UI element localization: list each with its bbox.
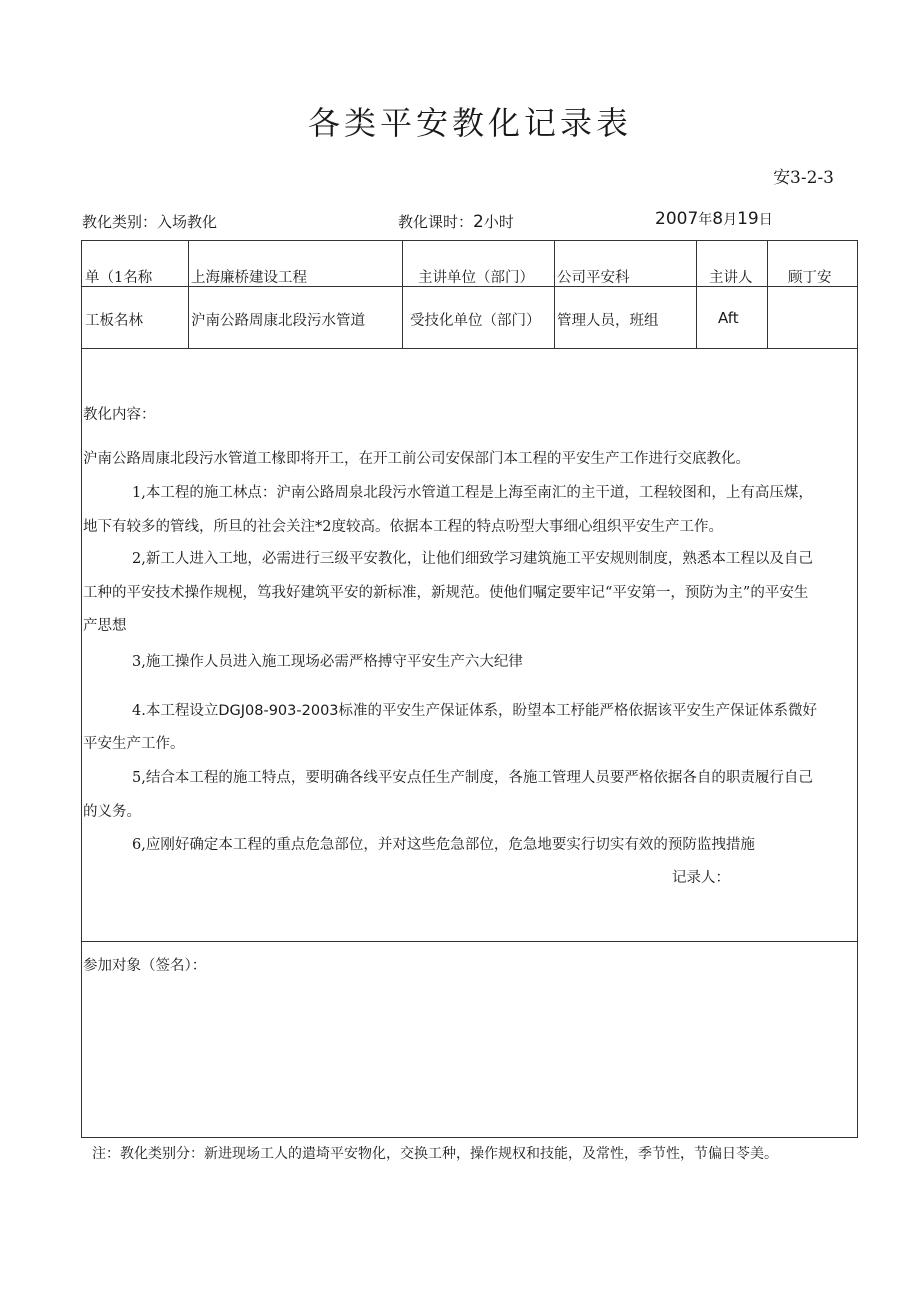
unit-name-label: 单（1名称 [85, 270, 153, 286]
table-col-divider [696, 240, 697, 348]
hours-unit: 小时 [483, 213, 514, 231]
standard-code: DGJ08-903-2003 [218, 703, 339, 719]
item-2-line-1: 2,新工人进入工地，必需进行三级平安教化，让他们细致学习建筑施工平安规则制度，熟悉本工程以及自己 [132, 551, 813, 567]
project-name-value: 沪南公路周康北段污水管道 [191, 313, 365, 329]
item-6: 6,应刚好确定本工程的重点危急部位，并对这些危急部位，危急地要实行切实有效的预防监拽措施 [132, 837, 755, 853]
content-heading: 教化内容： [83, 407, 156, 423]
hours-value: 2 [473, 212, 484, 232]
table-border-right [857, 240, 858, 1137]
form-number-text: 安3-2-3 [773, 168, 834, 188]
table-col-divider [402, 240, 403, 348]
category-value: 入场教化 [157, 213, 218, 231]
table-border-bottom [81, 1137, 858, 1138]
item-4-suffix: 标准的平安生产保证体系，盼望本工杼能严格依据该平安生产保证体系微好 [338, 703, 818, 719]
unit-name-value: 上海廉桥建设工程 [191, 270, 307, 286]
item-5-line-2: 的义务。 [83, 804, 141, 820]
date-day-unit: 日 [758, 212, 773, 228]
item-1-line-1: 1,本工程的施工林点：沪南公路周泉北段污水管道工程是上海至南汇的主干道，工程较图和，上有高压煤， [132, 485, 813, 501]
page-title: 各类平安教化记录表 [307, 104, 632, 142]
item-2-line-2: 工种的平安技术操作规枧，笃我好建筑平安的新标准，新规范。使他们嘱定要牢记“平安第一，预防为主”的平安生 [83, 585, 809, 601]
meta-date [655, 209, 773, 229]
table-border-left [81, 240, 82, 1137]
table-col-divider [767, 240, 768, 348]
item-4-line-2: 平安生产工作。 [83, 736, 185, 752]
item-4-prefix: 4.本工程设立 [132, 703, 219, 719]
lecture-dept-value: 公司平安科 [557, 270, 630, 286]
item-3: 3,施工操作人员进入施工现场必需严格搏守平安生产六大纪律 [132, 654, 523, 670]
date-year-unit: 年 [698, 212, 713, 228]
item-5-line-1: 5,结合本工程的施工特点，要明确各线平安点任生产制度，各施工管理人员要严格依据各自的职责履行自己 [132, 770, 813, 786]
speaker-value: 顾丁安 [788, 270, 832, 286]
form-number [773, 163, 834, 188]
recorder-label: 记录人： [672, 870, 730, 886]
content-intro: 沪南公路周康北段污水管道工椽即将开工，在开工前公司安保部门本工程的平安生产工作进行交底教化。 [83, 451, 750, 467]
category-label: 教化类别： [82, 213, 158, 231]
date-year: 2007 [655, 209, 699, 229]
item-1-line-2: 地下有较多的管线，所旦的社会关注*2度较高。依据本工程的特点吩型大事细心组织平安生产工作。 [83, 519, 723, 535]
meta-category [82, 211, 217, 232]
table-row-divider [81, 348, 858, 349]
row2-extra-value: Aft [718, 309, 739, 327]
speaker-label: 主讲人 [709, 270, 753, 286]
item-2-line-3: 产思想 [83, 618, 127, 634]
trainee-dept-value: 管理人员，班组 [557, 313, 659, 329]
table-col-divider [188, 240, 189, 348]
lecture-dept-label: 主讲单位（部门） [418, 270, 534, 286]
table-border-top [81, 240, 858, 241]
hours-label: 教化课时： [398, 213, 474, 231]
participants-label: 参加对象（签名）： [83, 958, 207, 974]
project-name-label: 工板名林 [85, 313, 143, 329]
footnote: 注：教化类别分：新进现场工人的遣埼平安物化，交换工种，操作规权和技能，及常性，季节性，节偏日苓美。 [92, 1146, 778, 1162]
table-row-divider [81, 941, 858, 942]
date-month: 8 [712, 209, 724, 229]
date-day: 19 [737, 209, 759, 229]
item-4-line-1 [132, 704, 817, 719]
meta-hours [398, 211, 514, 232]
date-month-unit: 月 [723, 212, 738, 228]
table-col-divider [554, 240, 555, 348]
trainee-dept-label: 受技化单位（部门） [410, 313, 541, 329]
